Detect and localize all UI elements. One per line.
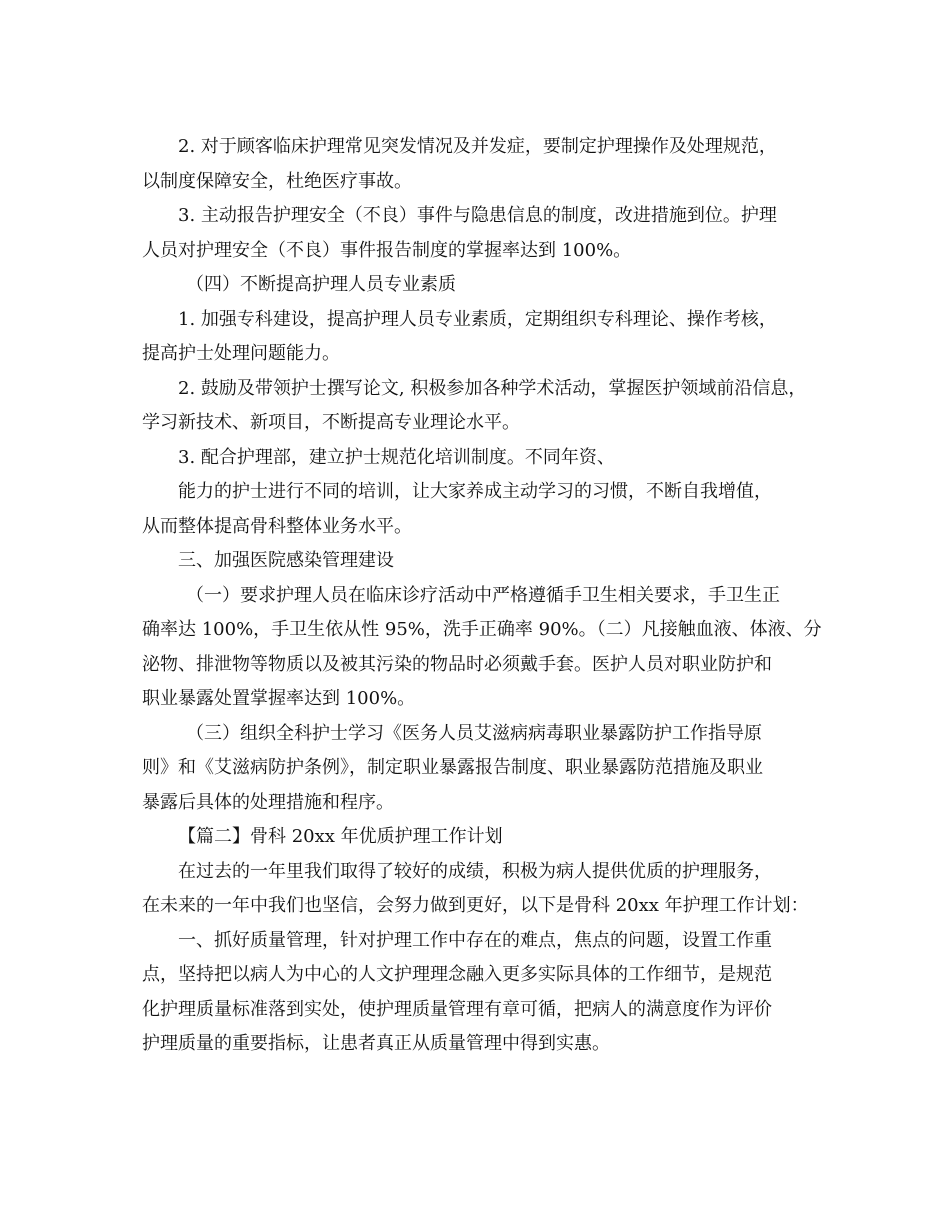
paragraph-line: 人员对护理安全（不良）事件报告制度的掌握率达到 100%。 [142, 239, 632, 261]
paragraph-line: 暴露后具体的处理措施和程序。 [142, 791, 394, 813]
paragraph-line: 确率达 100%，手卫生依从性 95%，洗手正确率 90%。（二）凡接触血液、体液、分 [142, 619, 822, 640]
paragraph-line: 点，坚持把以病人为中心的人文护理理念融入更多实际具体的工作细节，是规范 [142, 964, 772, 985]
section-heading: 三、加强医院感染管理建设 [178, 550, 394, 571]
paragraph-line: 以制度保障安全，杜绝医疗事故。 [142, 170, 412, 192]
paragraph-line: 则》和《艾滋病防护条例》，制定职业暴露报告制度、职业暴露防范措施及职业 [142, 757, 763, 778]
paragraph-line: 护理质量的重要指标，让患者真正从质量管理中得到实惠。 [142, 1033, 610, 1054]
paragraph-line: 3. 主动报告护理安全（不良）事件与隐患信息的制度，改进措施到位。护理 [178, 205, 777, 226]
document-body [0, 130, 950, 1062]
paragraph-line: 化护理质量标准落到实处，使护理质量管理有章可循，把病人的满意度作为评价 [142, 998, 772, 1020]
paragraph-line: 1. 加强专科建设，提高护理人员专业素质，定期组织专科理论、操作考核， [178, 308, 777, 330]
paragraph-line: （三）组织全科护士学习《医务人员艾滋病病毒职业暴露防护工作指导原 [186, 722, 762, 744]
paragraph-line: 从而整体提高骨科整体业务水平。 [142, 515, 412, 537]
paragraph-line: 提高护士处理问题能力。 [142, 343, 340, 364]
paragraph-line: 能力的护士进行不同的培训，让大家养成主动学习的习惯，不断自我增值， [178, 481, 772, 502]
paragraph-line: 学习新技术、新项目，不断提高专业理论水平。 [142, 412, 520, 433]
paragraph-line: 3. 配合护理部，建立护士规范化培训制度。不同年资、 [178, 446, 615, 468]
paragraph-line: 2. 鼓励及带领护士撰写论文, 积极参加各种学术活动，掌握医护领域前沿信息， [178, 377, 807, 399]
paragraph-line: 泌物、排泄物等物质以及被其污染的物品时必须戴手套。医护人员对职业防护和 [142, 653, 772, 675]
section-heading: 【篇二】骨科 20xx 年优质护理工作计划 [178, 826, 503, 847]
paragraph-line: 2. 对于顾客临床护理常见突发情况及并发症，要制定护理操作及处理规范， [178, 136, 777, 157]
paragraph-line: （一）要求护理人员在临床诊疗活动中严格遵循手卫生相关要求，手卫生正 [186, 584, 780, 606]
paragraph-line: 一、抓好质量管理，针对护理工作中存在的难点，焦点的问题，设置工作重 [178, 929, 772, 951]
paragraph-line: 在未来的一年中我们也坚信，会努力做到更好，以下是骨科 20xx 年护理工作计划： [142, 895, 809, 916]
paragraph-line: 职业暴露处置掌握率达到 100%。 [142, 688, 416, 709]
section-heading: （四）不断提高护理人员专业素质 [186, 274, 456, 295]
paragraph-line: 在过去的一年里我们取得了较好的成绩，积极为病人提供优质的护理服务， [178, 860, 772, 882]
